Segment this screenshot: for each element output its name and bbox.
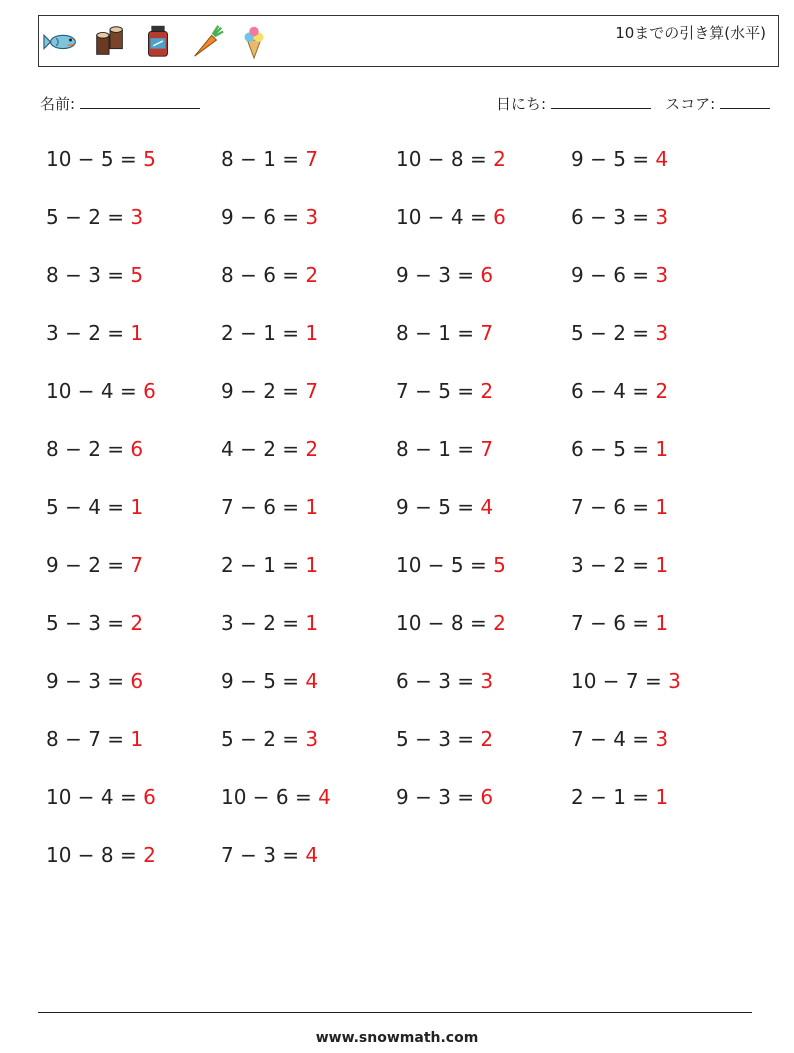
problem-answer: 5	[143, 147, 156, 171]
worksheet-header	[38, 15, 779, 67]
problem-question: 8 − 3 =	[46, 263, 125, 287]
problem-item	[571, 664, 681, 698]
problem-question: 7 − 4 =	[571, 727, 650, 751]
date-label: 日にち:	[496, 95, 547, 113]
date-blank[interactable]	[551, 94, 651, 109]
problem-question: 5 − 2 =	[571, 321, 650, 345]
problem-item	[221, 606, 318, 640]
logs-icon	[91, 22, 129, 60]
problem-item	[221, 316, 318, 350]
problem-item	[221, 142, 318, 176]
problem-item	[571, 200, 668, 234]
problem-answer: 6	[493, 205, 506, 229]
problem-answer: 3	[668, 669, 681, 693]
header-icons	[43, 22, 273, 60]
problem-answer: 1	[305, 611, 319, 635]
problem-answer: 1	[130, 321, 144, 345]
problem-item	[46, 490, 143, 524]
problem-question: 8 − 1 =	[396, 321, 475, 345]
problem-question: 10 − 5 =	[46, 147, 137, 171]
problem-answer: 7	[305, 147, 319, 171]
problem-item	[396, 258, 493, 292]
footer-site: www.snowmath.com	[315, 1030, 479, 1046]
problem-item	[46, 316, 143, 350]
problem-item	[571, 142, 668, 176]
problem-answer: 4	[480, 495, 494, 519]
problem-answer: 2	[143, 843, 156, 867]
problem-item	[396, 780, 493, 814]
problem-item	[221, 548, 318, 582]
problem-answer: 3	[305, 727, 319, 751]
problem-item	[571, 548, 668, 582]
worksheet-title: 10までの引き算(水平)	[615, 24, 766, 42]
problem-item	[46, 432, 143, 466]
problem-question: 10 − 4 =	[46, 785, 137, 809]
problem-answer: 2	[480, 379, 494, 403]
problem-item	[571, 780, 668, 814]
problem-answer: 6	[480, 263, 494, 287]
footer-divider	[38, 1012, 752, 1013]
problem-question: 7 − 6 =	[571, 611, 650, 635]
problem-item	[221, 490, 318, 524]
problem-answer: 3	[655, 727, 669, 751]
problem-item	[46, 780, 156, 814]
problem-answer: 4	[318, 785, 331, 809]
problem-item	[46, 258, 143, 292]
problem-answer: 5	[130, 263, 144, 287]
problem-answer: 3	[655, 321, 669, 345]
problem-answer: 2	[305, 437, 319, 461]
problem-answer: 4	[305, 843, 319, 867]
problem-answer: 3	[130, 205, 144, 229]
problem-answer: 2	[493, 611, 506, 635]
problem-question: 9 − 5 =	[396, 495, 475, 519]
problem-answer: 1	[305, 553, 319, 577]
problem-question: 8 − 6 =	[221, 263, 300, 287]
problem-answer: 7	[480, 437, 494, 461]
jar-icon	[139, 22, 177, 60]
problem-item	[396, 200, 506, 234]
fish-icon	[43, 22, 81, 60]
problem-answer: 6	[143, 379, 156, 403]
problem-item	[46, 142, 156, 176]
problem-item	[221, 838, 318, 872]
problem-question: 3 − 2 =	[221, 611, 300, 635]
problem-question: 10 − 4 =	[396, 205, 487, 229]
problem-question: 5 − 2 =	[221, 727, 300, 751]
problem-question: 9 − 5 =	[571, 147, 650, 171]
problem-question: 6 − 3 =	[396, 669, 475, 693]
problem-question: 3 − 2 =	[571, 553, 650, 577]
problem-item	[396, 664, 493, 698]
problem-answer: 1	[130, 727, 144, 751]
problem-item	[571, 316, 668, 350]
problem-item	[221, 200, 318, 234]
problem-question: 9 − 6 =	[221, 205, 300, 229]
problem-question: 5 − 3 =	[46, 611, 125, 635]
problem-answer: 1	[305, 495, 319, 519]
problem-item	[571, 722, 668, 756]
problem-answer: 1	[655, 437, 669, 461]
problem-item	[571, 374, 668, 408]
problem-answer: 1	[655, 553, 669, 577]
problem-item	[46, 548, 143, 582]
problem-question: 10 − 8 =	[396, 611, 487, 635]
problem-item	[396, 316, 493, 350]
problem-item	[396, 490, 493, 524]
date-score-fields	[496, 93, 770, 114]
problem-answer: 3	[305, 205, 319, 229]
problem-question: 8 − 1 =	[221, 147, 300, 171]
problem-item	[221, 258, 318, 292]
problem-question: 10 − 8 =	[46, 843, 137, 867]
problem-answer: 2	[493, 147, 506, 171]
problem-item	[571, 606, 668, 640]
problem-item	[571, 490, 668, 524]
problem-item	[221, 374, 318, 408]
ice-cream-icon	[235, 22, 273, 60]
problem-question: 7 − 5 =	[396, 379, 475, 403]
problem-question: 10 − 5 =	[396, 553, 487, 577]
problem-item	[46, 664, 143, 698]
problem-question: 2 − 1 =	[571, 785, 650, 809]
problem-answer: 5	[493, 553, 506, 577]
problem-answer: 7	[480, 321, 494, 345]
problem-question: 6 − 3 =	[571, 205, 650, 229]
problem-question: 9 − 2 =	[46, 553, 125, 577]
problem-question: 4 − 2 =	[221, 437, 300, 461]
problem-item	[396, 374, 493, 408]
problem-answer: 4	[655, 147, 669, 171]
problem-item	[46, 722, 143, 756]
score-label: スコア:	[665, 95, 716, 113]
problem-question: 9 − 3 =	[46, 669, 125, 693]
problem-item	[221, 780, 331, 814]
problem-question: 6 − 5 =	[571, 437, 650, 461]
problem-answer: 1	[655, 495, 669, 519]
problem-item	[396, 722, 493, 756]
problem-item	[221, 432, 318, 466]
problem-item	[571, 432, 668, 466]
problem-question: 9 − 6 =	[571, 263, 650, 287]
problem-answer: 1	[130, 495, 144, 519]
problem-question: 10 − 8 =	[396, 147, 487, 171]
name-blank[interactable]	[80, 94, 200, 109]
problem-question: 2 − 1 =	[221, 553, 300, 577]
problem-answer: 7	[305, 379, 319, 403]
problem-answer: 1	[655, 785, 669, 809]
problem-item	[396, 142, 506, 176]
problem-item	[396, 606, 506, 640]
problem-question: 7 − 6 =	[221, 495, 300, 519]
problem-answer: 2	[305, 263, 319, 287]
problem-answer: 3	[655, 205, 669, 229]
problem-item	[46, 200, 143, 234]
problem-question: 10 − 4 =	[46, 379, 137, 403]
problem-item	[396, 548, 506, 582]
problem-item	[571, 258, 668, 292]
problem-question: 5 − 3 =	[396, 727, 475, 751]
problem-answer: 6	[130, 669, 144, 693]
problem-question: 8 − 2 =	[46, 437, 125, 461]
problem-question: 9 − 5 =	[221, 669, 300, 693]
problem-question: 5 − 2 =	[46, 205, 125, 229]
problem-answer: 7	[130, 553, 144, 577]
problem-question: 8 − 1 =	[396, 437, 475, 461]
problem-answer: 1	[655, 611, 669, 635]
score-blank[interactable]	[720, 94, 770, 109]
problem-question: 10 − 6 =	[221, 785, 312, 809]
problem-answer: 2	[480, 727, 494, 751]
problem-question: 9 − 3 =	[396, 263, 475, 287]
problem-item	[46, 606, 143, 640]
problem-answer: 4	[305, 669, 319, 693]
problem-question: 7 − 3 =	[221, 843, 300, 867]
name-field	[40, 93, 200, 114]
problem-answer: 3	[655, 263, 669, 287]
problem-item	[221, 722, 318, 756]
problem-question: 9 − 2 =	[221, 379, 300, 403]
problem-answer: 1	[305, 321, 319, 345]
problem-item	[46, 838, 156, 872]
problem-item	[396, 432, 493, 466]
problem-item	[46, 374, 156, 408]
problem-question: 8 − 7 =	[46, 727, 125, 751]
problem-question: 2 − 1 =	[221, 321, 300, 345]
problem-question: 9 − 3 =	[396, 785, 475, 809]
problem-answer: 6	[143, 785, 156, 809]
problem-question: 6 − 4 =	[571, 379, 650, 403]
problem-answer: 6	[480, 785, 494, 809]
problem-answer: 3	[480, 669, 494, 693]
problem-answer: 2	[130, 611, 144, 635]
problem-item	[221, 664, 318, 698]
problem-question: 10 − 7 =	[571, 669, 662, 693]
problem-question: 3 − 2 =	[46, 321, 125, 345]
problem-question: 7 − 6 =	[571, 495, 650, 519]
problem-question: 5 − 4 =	[46, 495, 125, 519]
carrot-icon	[187, 22, 225, 60]
problem-answer: 6	[130, 437, 144, 461]
problem-answer: 2	[655, 379, 669, 403]
name-label: 名前:	[40, 95, 76, 113]
